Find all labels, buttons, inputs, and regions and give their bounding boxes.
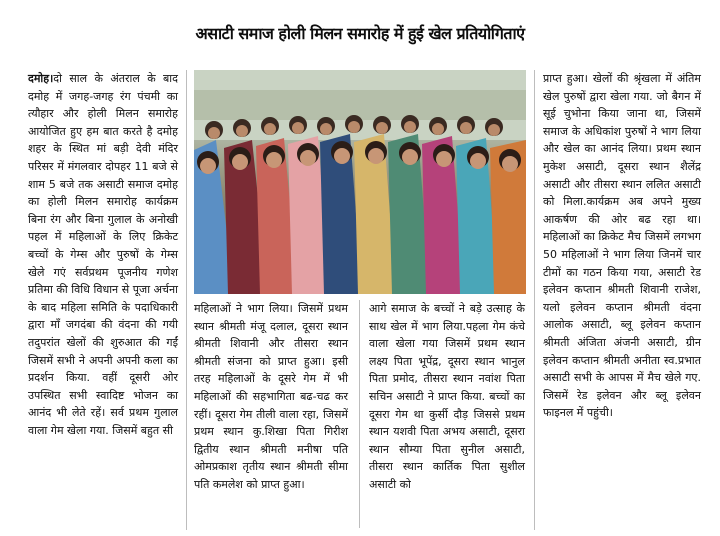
group-photo [194,70,526,294]
column-3-text: आगे समाज के बच्चों ने बड़े उत्साह के साथ खेल में भाग लिया.पहला गेम कंचे वाला खेला गया जिसमें प्रथम स्थान लक्ष्य पिता भूपेंद्र, दूसरा स्थान भानुल पिता प्रमोद, तीसरा स्थान नवांश पिता सचिन असाटी ने प्राप्त किया. बच्चों का दूसरा गेम था कुर्सी दौड़ जिससे प्रथम स्थान यशवी पिता अभय असाटी, दूसरा स्थान सौम्या पिता सुनील असाटी, तीसरा स्थान कार्तिक पिता सुशील असाटी को [369,302,525,491]
article-column-1 [28,70,178,530]
article-column-3 [369,300,525,528]
article-column-2 [194,300,348,528]
column-divider [359,300,360,528]
column-divider [534,70,535,530]
dateline: दमोह। [28,72,54,85]
column-divider [186,70,187,530]
column-4-text: प्राप्त हुआ। खेलों की श्रृंखला में अंतिम खेल पुरुषों द्वारा खेला गया. जो बैगन में सूई चुभोना किया जाना था, जिसमें समाज के अधिकांश पुरुषों ने भाग लिया और खेल का आनंद लिया। प्रथम स्थान मुकेश असाटी, दूसरा स्थान शैलेंद्र असाटी और तीसरा स्थान ललित असाटी को मिला.कार्यक्रम अब अपने मुख्य आकर्षण की ओर बढ रहा था। महिलाओं का क्रिकेट मैच जिसमें लगभग 50 महिलाओं ने भाग लिया जिनमें चार टीमों का गठन किया गया, असाटी रेड इलेवन कप्तान श्रीमती शिवानी राजेश, यलो इलेवन कप्तान श्रीमती वंदना आलोक असाटी, ब्लू इलेवन कप्तान श्रीमती अंजिता अंजनी असाटी, ग्रीन इलेवन कप्तान श्रीमती अनीता स्व.प्रभात असाटी सभी के आपस में मैच खेले गए. जिसमें रेड इलेवन और ब्लू इलेवन फाइनल में पहुंची। [543,72,701,420]
article-column-4 [543,70,701,530]
group-photo-women-holi-icon [194,70,526,294]
headline: असाटी समाज होली मिलन समारोह में हुई खेल प्रतियोगिताएं [195,24,525,43]
column-1-text: दो साल के अंतराल के बाद दमोह में जगह-जगह रंग पंचमी का त्यौहार और होली मिलन समारोह आयोजित हुए हम बात करते है दमोह शहर के स्थित मां बड़ी देवी मंदिर परिसर में मंगलवार दोपहर 11 बजे से शाम 5 बजे तक असाटी समाज दमोह का होली मिलन समारोह कार्यक्रम बिना रंग और बिना गुलाल के अनोखी पहल में महिलाओं के लिए क्रिकेट बच्चों के गेम्स और पुरुषों के गेम्स खेले गएं सर्वप्रथम पूजनीय गणेश प्रतिमा की विधि विधान से पूजा अर्चना के बाद महिला समिति के पदाधिकारी द्वारा माँ जगदंबा की वंदना की गयी तदुपरांत खेलों की शुरुआत की गईं जिसमें सभी ने अपनी अपनी कला का प्रदर्शन किया. वहीं दूसरी ओर उपस्थित सभी स्वादिष्ट भोजन का आनंद भी लेते रहें। सर्व प्रथम गुलाल वाला गेम खेला गया. जिसमें बहुत सी [28,72,178,437]
column-2-text: महिलाओं ने भाग लिया। जिसमें प्रथम स्थान श्रीमती मंजू दलाल, दूसरा स्थान श्रीमती शिवानी और तीसरा स्थान श्रीमती संजना को प्राप्त हुआ। इसी तरह महिलाओं के दूसरे गेम में भी महिलाओं की सहभागिता बढ-चढ कर रहीं। दूसरा गेम तीली वाला रहा, जिसमें प्रथम स्थान कु.शिखा पिता गिरीश द्वितीय स्थान श्रीमती मनीषा पति ओमप्रकाश तृतीय स्थान श्रीमती सीमा पति कमलेश को प्राप्त हुआ। [194,302,348,491]
